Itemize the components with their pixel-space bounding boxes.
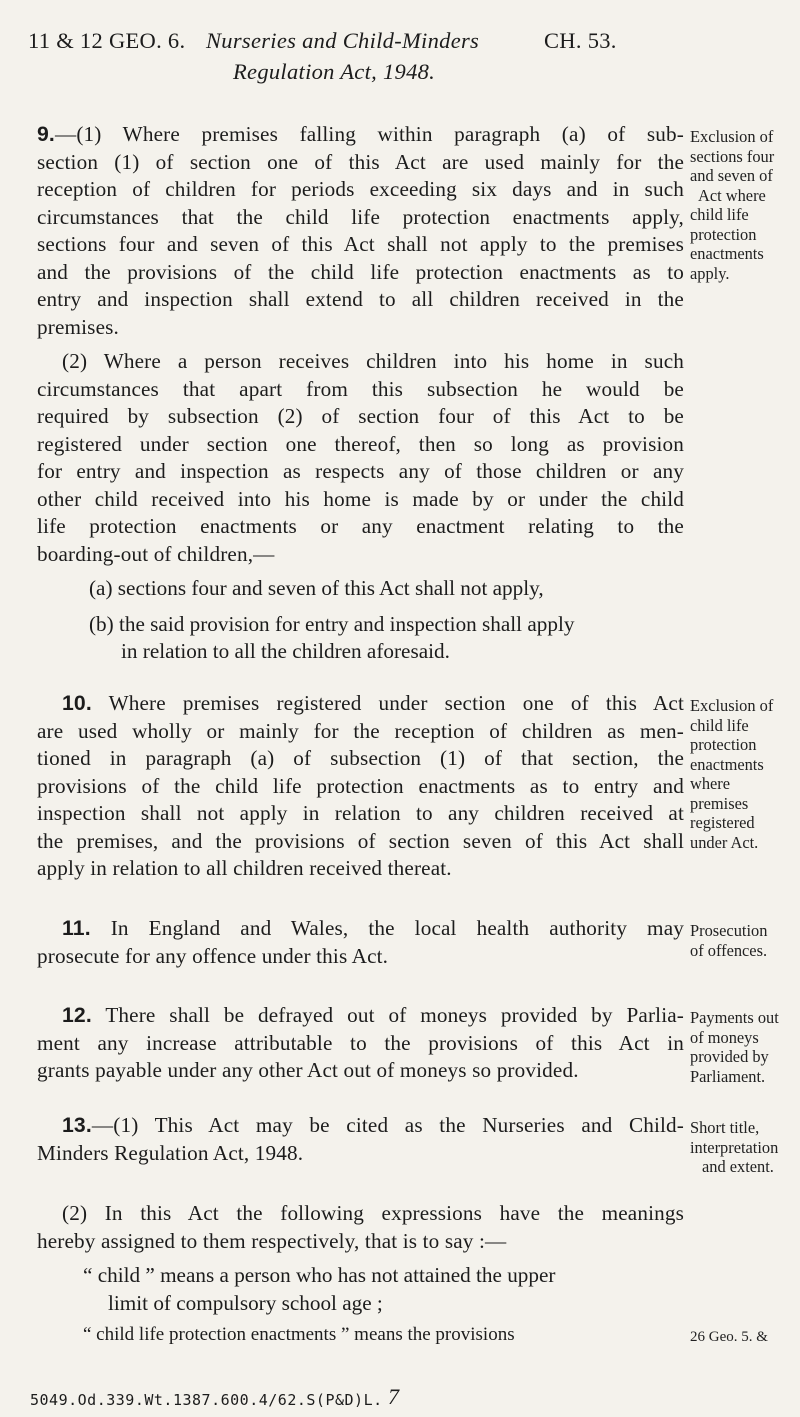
list-item: (b) the said provision for entry and inspection shall apply (89, 611, 575, 636)
margin-line: enactments (690, 244, 764, 263)
margin-line: 26 Geo. 5. & (690, 1329, 768, 1345)
margin-line: Short title, (690, 1118, 760, 1137)
text-line: entry and inspection shall extend to all children received in the (37, 287, 684, 311)
margin-note-11 (690, 921, 800, 960)
text-line: Minders Regulation Act, 1948. (37, 1140, 304, 1165)
margin-note-9 (690, 127, 800, 283)
text-line: life protection enactments or any enactment relating to the (37, 514, 684, 538)
margin-line: Parliament. (690, 1066, 766, 1086)
text-line: registered under section one thereof, then so long as provision (37, 431, 684, 456)
margin-line: child life (690, 715, 749, 735)
text-line: “ child life protection enactments ” means the provisions (83, 1324, 515, 1345)
section-11 (37, 915, 684, 970)
text-line: required by subsection (2) of section four of this Act to be (37, 404, 684, 428)
section-10 (37, 690, 684, 883)
text-line: There shall be defrayed out of moneys provided by Parlia- (91, 1003, 684, 1027)
section-number: 12. (62, 1004, 92, 1027)
page-number: 7 (388, 1384, 399, 1409)
text-line: other child received into his home is made by or under the child (37, 486, 684, 511)
margin-line: under Act. (690, 832, 759, 852)
margin-line: and seven of (690, 166, 773, 185)
text-line: “ child ” means a person who has not attained the upper (83, 1263, 556, 1287)
text-line: the premises, and the provisions of section seven of this Act shall (37, 828, 684, 853)
section-number: 9. (37, 123, 55, 146)
margin-line: Exclusion of (690, 696, 774, 715)
text-line: circumstances that the child life protection enactments apply, (37, 204, 684, 229)
text-line: boarding-out of children,— (37, 541, 275, 566)
text-line: In England and Wales, the local health authority may (90, 916, 684, 940)
margin-line: premises (690, 793, 749, 813)
text-line: section (1) of section one of this Act are used mainly for the (37, 149, 684, 174)
margin-line: apply. (690, 263, 730, 283)
section-13-2 (37, 1200, 684, 1255)
text-line: limit of compulsory school age ; (108, 1290, 383, 1315)
list-item: in relation to all the children aforesaid. (121, 639, 450, 663)
running-header-title-line2: Regulation Act, 1948. (233, 59, 436, 84)
section-number: 10. (62, 692, 92, 715)
margin-line: registered (690, 813, 755, 832)
margin-line: protection (690, 224, 757, 244)
margin-line: interpretation (690, 1137, 779, 1157)
margin-line: of offences. (690, 940, 768, 960)
margin-line: of moneys (690, 1027, 759, 1047)
section-number: 11. (62, 917, 91, 940)
text-line: inspection shall not apply in relation to any children received at (37, 801, 684, 825)
text-line: (2) Where a person receives children into his home in such (62, 349, 684, 373)
margin-line: and extent. (702, 1157, 774, 1176)
section-13-1 (37, 1112, 684, 1167)
text-line: grants payable under any other Act out of moneys so provided. (37, 1058, 579, 1082)
margin-note-12 (690, 1008, 800, 1086)
margin-line: child life (690, 205, 749, 224)
text-line: —(1) Where premises falling within paragraph (a) of sub- (54, 122, 684, 146)
list-item: (a) sections four and seven of this Act shall not apply, (89, 576, 544, 600)
margin-note-10 (690, 696, 800, 852)
margin-note-13 (690, 1118, 800, 1177)
margin-note-13-citation (690, 1328, 800, 1348)
section-12 (37, 1002, 684, 1085)
section-9-2-items (89, 575, 684, 666)
running-header-session: 11 & 12 GEO. 6. (28, 28, 186, 53)
margin-line: sections four (690, 146, 775, 166)
definition-child (83, 1262, 684, 1317)
text-line: tioned in paragraph (a) of subsection (1) of that section, the (37, 746, 684, 770)
text-line: for entry and inspection as respects any of those children or any (37, 459, 684, 483)
text-line: provisions of the child life protection enactments as to entry and (37, 773, 684, 798)
section-9-1 (37, 121, 684, 341)
text-line: circumstances that apart from this subsection he would be (37, 376, 684, 401)
text-line: hereby assigned to them respectively, that is to say :— (37, 1228, 507, 1253)
margin-line: enactments (690, 754, 764, 774)
margin-line: Exclusion of (690, 127, 774, 146)
text-line: sections four and seven of this Act shall not apply to the premises (37, 232, 684, 256)
text-line: premises. (37, 314, 119, 339)
text-line: apply in relation to all children received thereat. (37, 856, 452, 880)
text-line: are used wholly or mainly for the reception of children as men- (37, 718, 684, 743)
margin-line: Payments out (690, 1008, 779, 1027)
section-number: 13. (62, 1114, 92, 1137)
definition-child-life-protection (83, 1321, 684, 1349)
text-line: and the provisions of the child life protection enactments as to (37, 259, 684, 284)
section-9-2 (37, 348, 684, 568)
margin-line: Act where (698, 185, 766, 205)
margin-line: where (690, 774, 731, 793)
text-line: ment any increase attributable to the provisions of this Act in (37, 1030, 684, 1055)
text-line: (2) In this Act the following expressions have the meanings (62, 1201, 684, 1225)
margin-line: provided by (690, 1047, 769, 1066)
text-line: reception of children for periods exceeding six days and in such (37, 177, 684, 201)
margin-line: protection (690, 735, 757, 754)
running-header-title: Nurseries and Child-Minders (206, 28, 480, 53)
margin-line: Prosecution (690, 921, 768, 940)
text-line: prosecute for any offence under this Act. (37, 943, 389, 968)
text-line: Where premises registered under section one of this Act (91, 691, 684, 715)
printer-imprint: 5049.Od.339.Wt.1387.600.4/62.S(P&D)L. (30, 1391, 383, 1409)
running-header-chapter: CH. 53. (544, 28, 617, 53)
text-line: —(1) This Act may be cited as the Nurseries and Child- (91, 1113, 684, 1137)
